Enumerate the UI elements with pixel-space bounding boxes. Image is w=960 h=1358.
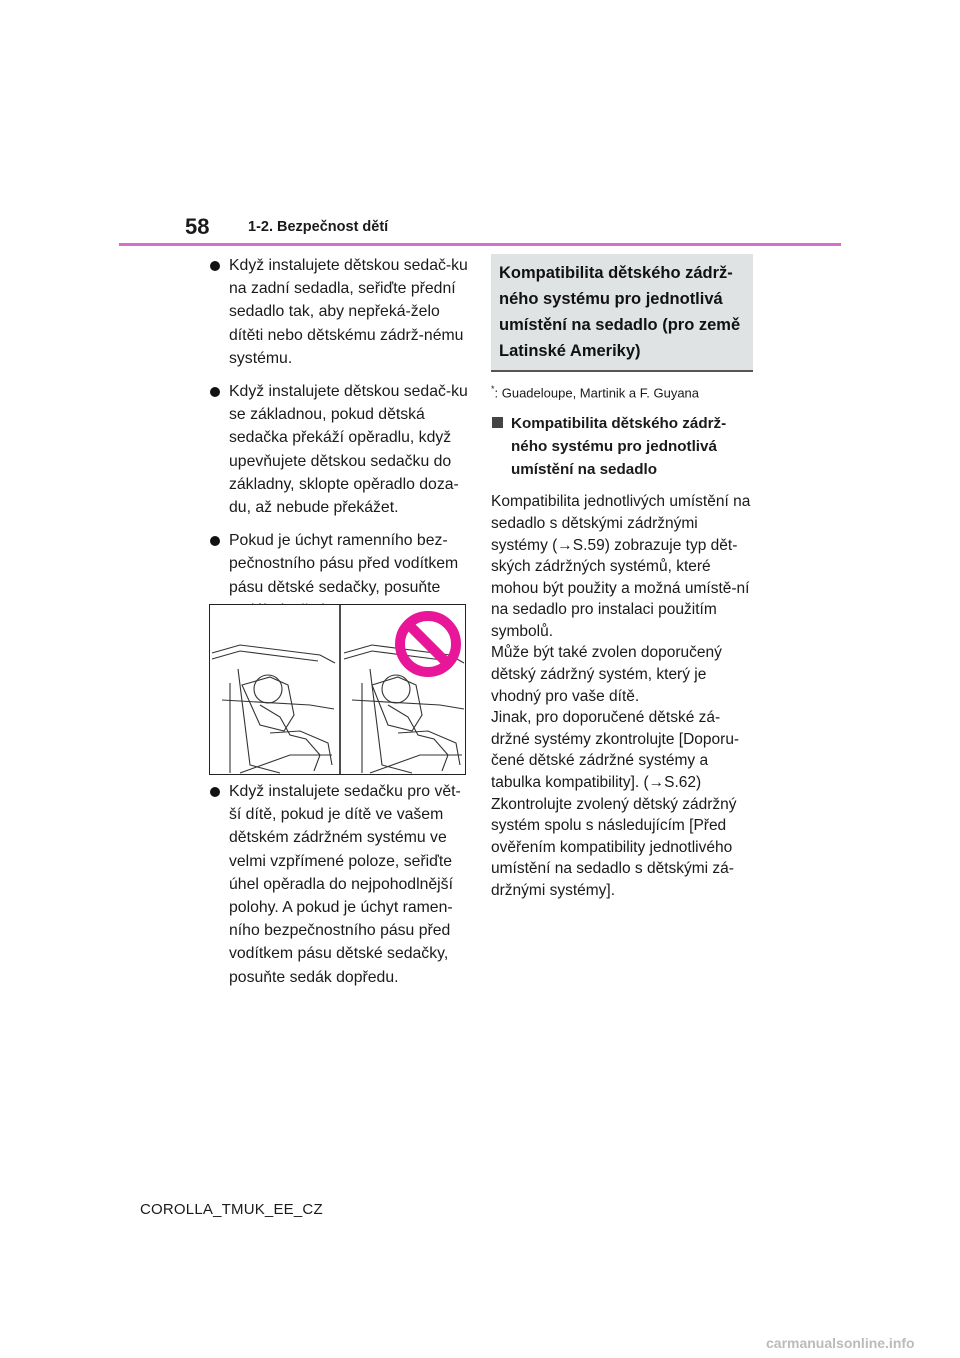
- prohibition-icon: [400, 616, 456, 672]
- left-column: [209, 254, 471, 632]
- header-divider: [119, 243, 841, 246]
- paragraph: Zkontrolujte zvolený dětský zádržný systém spolu s následujícím [Před ověřením kompatibility jednotlivého umístění na sedadlo s dětskými zá-držnými systémy].: [491, 795, 737, 900]
- child-seat-illustration: [209, 604, 466, 775]
- bullet-item-after-figure: [209, 780, 471, 999]
- document-code: COROLLA_TMUK_EE_CZ: [140, 1201, 323, 1218]
- child-seat-drawing: [210, 605, 465, 774]
- paragraph: Jinak, pro doporučené dětské zá-držné systémy zkontrolujte [Doporu-čené dětské zádržné systémy a tabulka kompatibility]. (→S.62): [491, 709, 740, 792]
- bullet-dot-icon: [210, 387, 220, 397]
- watermark: carmanualsonline.info: [766, 1335, 915, 1351]
- subheading-text: Kompatibilita dětského zádrž-ného systému pro jednotlivá umístění na sedadlo: [511, 415, 727, 479]
- section-title: 1-2. Bezpečnost dětí: [248, 219, 389, 235]
- bullet-item: [209, 780, 471, 989]
- subheading: [491, 412, 753, 481]
- correct-position-panel: [212, 645, 335, 773]
- footnote-text: : Guadeloupe, Martinik a F. Guyana: [494, 385, 700, 401]
- paragraph: Může být také zvolen doporučený dětský zádržný systém, který je vhodný pro vaše dítě.: [491, 644, 722, 705]
- bullet-dot-icon: [210, 261, 220, 271]
- bullet-dot-icon: [210, 536, 220, 546]
- bullet-dot-icon: [210, 787, 220, 797]
- bullet-item: [209, 254, 471, 370]
- bullet-text: Pokud je úchyt ramenního bez-pečnostního pásu před vodítkem pásu dětské sedačky, posuňte: [229, 532, 459, 596]
- bullet-text: Když instalujete dětskou sedač-ku se základnou, pokud dětská sedačka překáží opěradlu, když upevňujete dětskou sedačku do základny, sklopte opěradlo doza-du, až nebude překážet.: [229, 383, 468, 517]
- right-column: [491, 254, 753, 902]
- bullet-text: Když instalujete dětskou sedač-ku na zadní sedadla, seřiďte přední sedadlo tak, aby nepřeká-želo dítěti nebo dětskému zádrž-nému systému.: [229, 257, 468, 367]
- footnote-marker: *: [491, 384, 495, 394]
- section-heading: Kompatibilita dětského zádrž-ného systému pro jednotlivá umístění na sedadlo (pro země Latinské Ameriky): [491, 254, 753, 372]
- footnote: [491, 380, 753, 402]
- page-number: 58: [185, 214, 210, 239]
- square-bullet-icon: [492, 417, 503, 428]
- paragraph: Kompatibilita jednotlivých umístění na sedadlo s dětskými zádržnými systémy (→S.59) zobrazuje typ dět-ských zádržných systémů, které mohou být použity a možná umístě-ní na sedadlo pro instalaci použitím symbolů.: [491, 493, 751, 640]
- body-text: [491, 491, 753, 901]
- bullet-text: Když instalujete sedačku pro vět-ší dítě, pokud je dítě ve vašem dětském zádržném systému ve velmi vzpřímené poloze, seřiďte úhel opěradla do nejpohodlnější polohy. A pokud je úchyt ramen-ního bezpečnostního pásu před vodítkem pásu dětské sedačky, posuňte sedák dopředu.: [229, 783, 461, 986]
- bullet-item: [209, 380, 471, 519]
